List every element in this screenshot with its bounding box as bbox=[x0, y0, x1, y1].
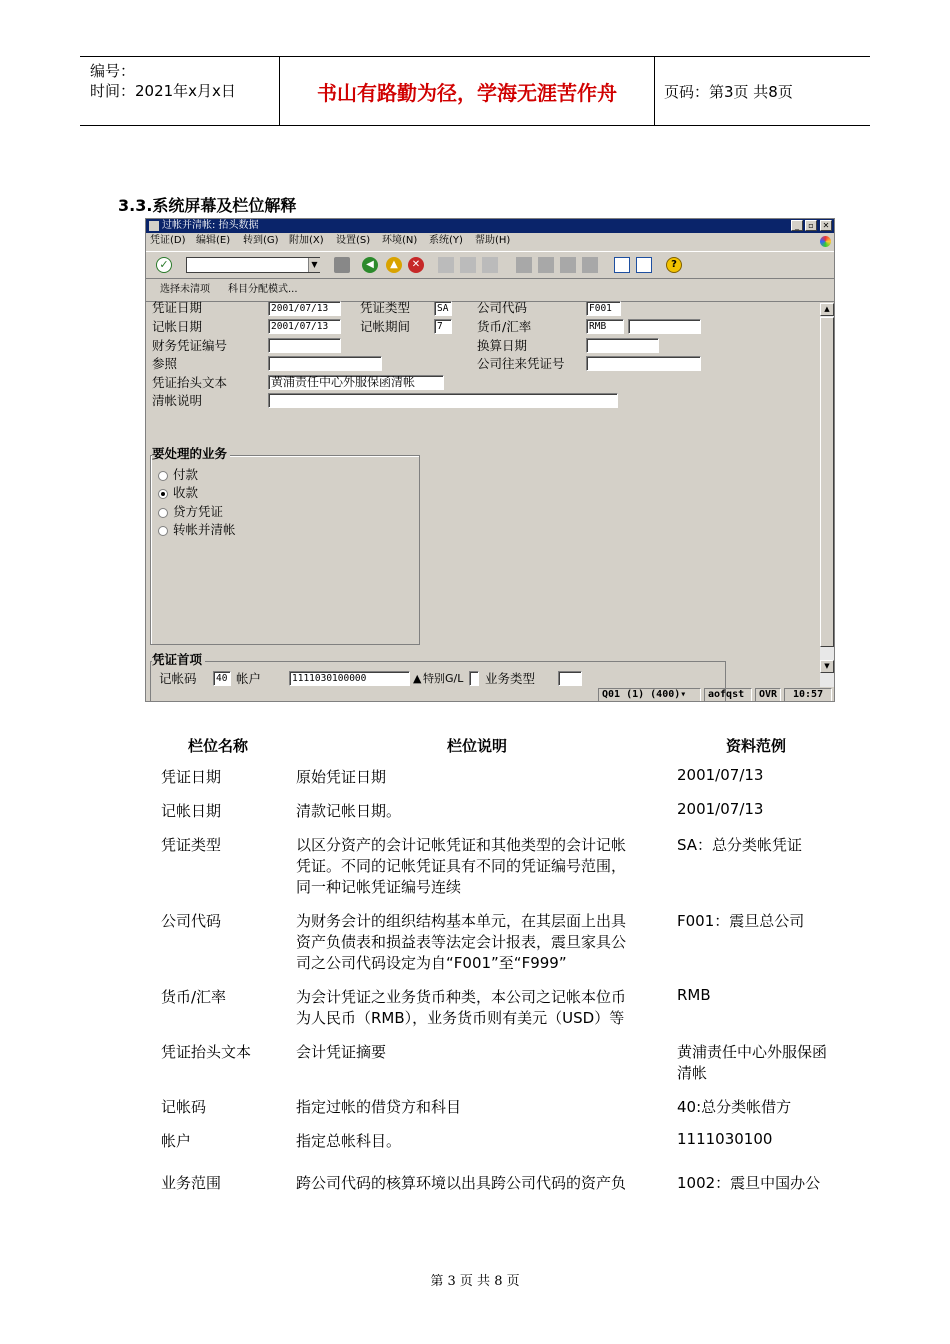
previous-page-icon[interactable] bbox=[538, 257, 554, 273]
radio-transfer-clearing[interactable] bbox=[158, 526, 168, 536]
clock: 10:57 bbox=[784, 688, 832, 702]
vertical-scrollbar[interactable] bbox=[820, 303, 834, 687]
menu-edit[interactable]: 编辑(E) bbox=[196, 235, 231, 246]
fin-doc-no-field[interactable] bbox=[268, 338, 341, 353]
menu-help[interactable]: 帮助(H) bbox=[475, 235, 511, 246]
menu-settings[interactable]: 设置(S) bbox=[336, 235, 371, 246]
row-name: 记帐码 bbox=[161, 1098, 207, 1116]
restore-button[interactable]: ▫ bbox=[805, 220, 817, 231]
doc-date-label: 凭证日期 bbox=[152, 300, 203, 315]
header-page-info: 页码：第3页 共8页 bbox=[664, 82, 793, 101]
close-button[interactable]: ✕ bbox=[820, 220, 832, 231]
col-header-example: 资料范例 bbox=[726, 737, 787, 755]
row-name: 记帐日期 bbox=[161, 802, 222, 820]
row-desc: 原始凭证日期 bbox=[296, 768, 387, 786]
radio-payment-label: 付款 bbox=[173, 467, 199, 482]
window-titlebar bbox=[146, 219, 834, 233]
company-code-label: 公司代码 bbox=[477, 300, 528, 315]
row-name: 凭证类型 bbox=[161, 836, 222, 854]
page-footer: 第 3 页 共 8 页 bbox=[430, 1274, 520, 1289]
enter-check-icon[interactable]: ✓ bbox=[156, 257, 172, 273]
row-example: 40:总分类帐借方 bbox=[677, 1098, 792, 1116]
sap-window bbox=[145, 218, 835, 702]
col-header-name: 栏位名称 bbox=[188, 737, 249, 755]
row-example: 2001/07/13 bbox=[677, 800, 764, 818]
intercompany-label: 公司往来凭证号 bbox=[477, 356, 565, 371]
exit-icon[interactable]: ▲ bbox=[386, 257, 402, 273]
row-example: 1111030100 bbox=[677, 1130, 773, 1148]
translation-date-label: 换算日期 bbox=[477, 338, 528, 353]
system-info[interactable]: Q01 (1) (400)▾ bbox=[598, 688, 701, 702]
next-page-icon[interactable] bbox=[560, 257, 576, 273]
new-session-icon[interactable] bbox=[614, 257, 630, 273]
row-desc: 以区分资产的会计记帐凭证和其他类型的会计记帐 凭证。不同的记帐凭证具有不同的凭证编号范围， 同一种记帐凭证编号连续 bbox=[296, 836, 627, 896]
menu-goto[interactable]: 转到(G) bbox=[243, 235, 279, 246]
help-icon[interactable]: ? bbox=[666, 257, 682, 273]
reference-label: 参照 bbox=[152, 356, 178, 371]
header-meta bbox=[80, 57, 280, 125]
posting-date-field[interactable]: 2001/07/13 bbox=[268, 319, 341, 334]
row-desc: 会计凭证摘要 bbox=[296, 1043, 387, 1061]
app-icon bbox=[149, 221, 159, 231]
menu-system[interactable]: 系统(Y) bbox=[429, 235, 463, 246]
standard-toolbar bbox=[146, 251, 834, 279]
header-text-field[interactable]: 黄浦责任中心外服保函清帐 bbox=[268, 375, 444, 390]
currency-field[interactable]: RMB bbox=[586, 319, 624, 334]
posting-key-field[interactable]: 40 bbox=[213, 671, 231, 686]
scroll-up-icon[interactable]: ▲ bbox=[820, 303, 834, 316]
radio-credit-memo-label: 贷方凭证 bbox=[173, 504, 224, 519]
menu-bar bbox=[146, 233, 834, 249]
doc-type-label: 凭证类型 bbox=[360, 300, 411, 315]
scroll-thumb[interactable] bbox=[820, 317, 834, 647]
doc-type-field[interactable]: SA bbox=[434, 301, 452, 316]
header-motto: 书山有路勤为径，学海无涯苦作舟 bbox=[280, 57, 655, 125]
save-icon[interactable] bbox=[334, 257, 350, 273]
minimize-button[interactable]: _ bbox=[791, 220, 803, 231]
row-example: 黄浦责任中心外服保函 清帐 bbox=[677, 1043, 828, 1082]
row-name: 公司代码 bbox=[161, 912, 222, 930]
row-example: 1002：震旦中国办公 bbox=[677, 1174, 821, 1192]
back-icon[interactable]: ◀ bbox=[362, 257, 378, 273]
radio-payment[interactable] bbox=[158, 471, 168, 481]
menu-document[interactable]: 凭证(D) bbox=[150, 235, 186, 246]
section-title: 3.3.系统屏幕及栏位解释 bbox=[118, 196, 297, 215]
find-next-icon[interactable] bbox=[482, 257, 498, 273]
document-time-label: 时间：2021年x月x日 bbox=[90, 82, 236, 100]
find-icon[interactable] bbox=[460, 257, 476, 273]
translation-date-field[interactable] bbox=[586, 338, 659, 353]
first-item-title: 凭证首项 bbox=[152, 652, 205, 667]
menu-extras[interactable]: 附加(X) bbox=[289, 235, 324, 246]
select-open-items-button[interactable]: 选择未清项 bbox=[160, 284, 210, 295]
row-desc: 为会计凭证之业务货币种类，本公司之记帐本位币 为人民币（RMB），业务货币则有美元（USD）等 bbox=[296, 988, 627, 1027]
last-page-icon[interactable] bbox=[582, 257, 598, 273]
insert-mode: OVR bbox=[755, 688, 781, 702]
sap-logo-icon bbox=[820, 236, 831, 247]
col-header-description: 栏位说明 bbox=[447, 737, 508, 755]
print-icon[interactable] bbox=[438, 257, 454, 273]
cancel-icon[interactable]: ✕ bbox=[408, 257, 424, 273]
doc-date-field[interactable]: 2001/07/13 bbox=[268, 301, 341, 316]
intercompany-field[interactable] bbox=[586, 356, 701, 371]
first-page-icon[interactable] bbox=[516, 257, 532, 273]
row-name: 业务范围 bbox=[161, 1174, 222, 1192]
shortcut-icon[interactable] bbox=[636, 257, 652, 273]
header-data-screen bbox=[146, 300, 820, 687]
row-desc: 为财务会计的组织结构基本单元，在其层面上出具 资产负债表和损益表等法定会计报表，震旦家具公 司之公司代码设定为自“F001”至“F999” bbox=[296, 912, 627, 972]
row-example: F001：震旦总公司 bbox=[677, 912, 805, 930]
row-name: 帐户 bbox=[161, 1132, 192, 1150]
period-label: 记帐期间 bbox=[360, 319, 411, 334]
business-type-field[interactable] bbox=[558, 671, 582, 686]
row-desc: 指定总帐科目。 bbox=[296, 1132, 402, 1150]
radio-credit-memo[interactable] bbox=[158, 508, 168, 518]
exchange-rate-field[interactable] bbox=[628, 319, 701, 334]
row-example: SA：总分类帐凭证 bbox=[677, 836, 803, 854]
page-header bbox=[80, 56, 870, 126]
reference-field[interactable] bbox=[268, 356, 382, 371]
row-example: RMB bbox=[677, 986, 711, 1004]
row-desc: 清款记帐日期。 bbox=[296, 802, 402, 820]
business-type-label: 业务类型 bbox=[485, 671, 536, 686]
special-gl-label: 特别G/L bbox=[423, 672, 464, 685]
clearing-text-field[interactable] bbox=[268, 393, 618, 408]
application-toolbar bbox=[146, 279, 834, 302]
posting-key-label: 记帐码 bbox=[159, 671, 197, 686]
transaction-group-box bbox=[150, 455, 420, 645]
row-name: 凭证抬头文本 bbox=[161, 1043, 252, 1061]
posting-date-label: 记帐日期 bbox=[152, 319, 203, 334]
account-assignment-model-button[interactable]: 科目分配模式... bbox=[228, 284, 298, 295]
scroll-down-icon[interactable]: ▼ bbox=[820, 660, 834, 673]
fin-doc-no-label: 财务凭证编号 bbox=[152, 338, 228, 353]
account-field[interactable]: 1111030100000 bbox=[289, 671, 410, 686]
row-name: 凭证日期 bbox=[161, 768, 222, 786]
account-label: 帐户 bbox=[236, 671, 262, 686]
row-name: 货币/汇率 bbox=[161, 988, 227, 1006]
document-number-label: 编号： bbox=[90, 62, 136, 80]
transaction-group-title: 要处理的业务 bbox=[152, 446, 230, 461]
header-text-label: 凭证抬头文本 bbox=[152, 375, 228, 390]
row-desc: 跨公司代码的核算环境以出具跨公司代码的资产负 bbox=[296, 1174, 627, 1192]
company-code-field[interactable]: F001 bbox=[586, 301, 621, 316]
row-desc: 指定过帐的借贷方和科目 bbox=[296, 1098, 462, 1116]
command-dropdown-icon[interactable]: ▼ bbox=[308, 258, 320, 272]
account-search-icon[interactable]: ▲ bbox=[413, 672, 422, 685]
special-gl-field[interactable] bbox=[469, 671, 479, 686]
radio-incoming-payment-label: 收款 bbox=[173, 485, 199, 500]
radio-transfer-clearing-label: 转帐并清帐 bbox=[173, 522, 236, 537]
server-info: aofqst bbox=[704, 688, 752, 702]
clearing-text-label: 清帐说明 bbox=[152, 393, 203, 408]
command-field[interactable] bbox=[186, 257, 320, 273]
currency-label: 货币/汇率 bbox=[477, 319, 532, 334]
radio-incoming-payment[interactable] bbox=[158, 489, 168, 499]
menu-environment[interactable]: 环境(N) bbox=[382, 235, 418, 246]
row-example: 2001/07/13 bbox=[677, 766, 764, 784]
status-bar bbox=[146, 687, 834, 702]
period-field[interactable]: 7 bbox=[434, 319, 452, 334]
window-title: 过帐并清帐: 抬头数据 bbox=[162, 220, 259, 231]
